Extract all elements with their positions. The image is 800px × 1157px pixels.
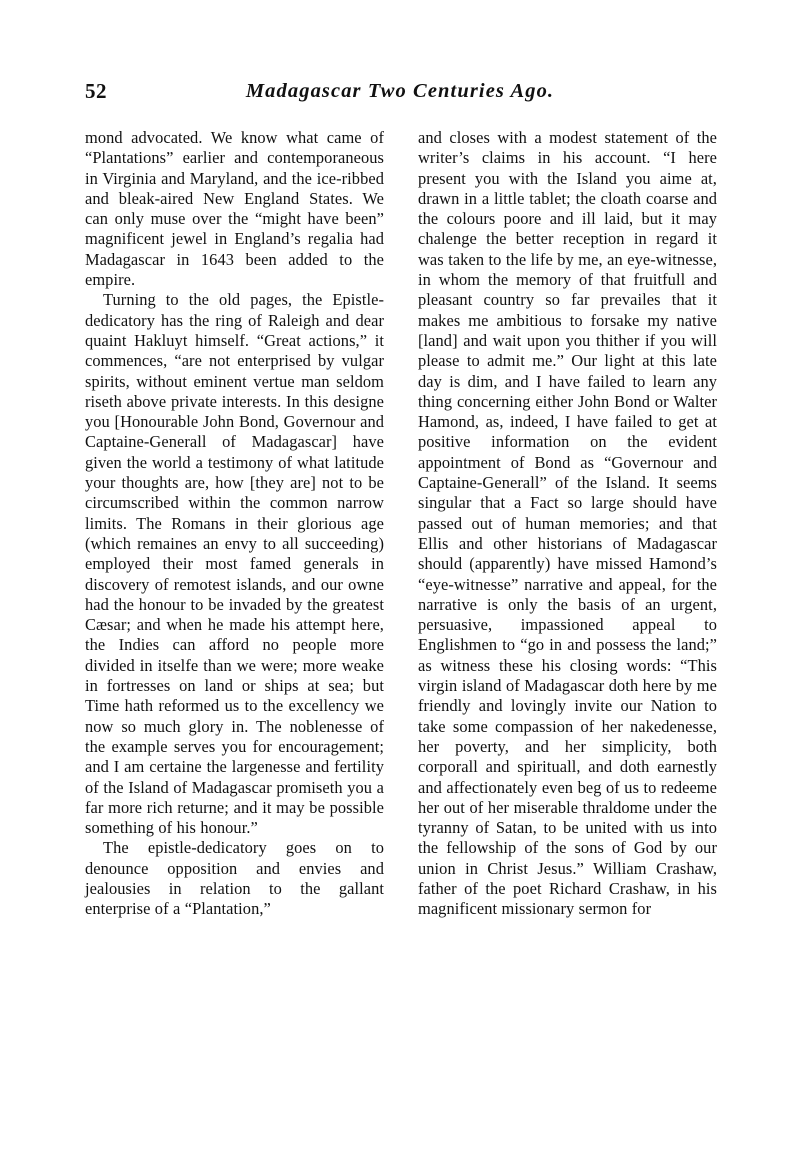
body-columns (85, 128, 717, 920)
running-title: Madagascar Two Centuries Ago. (245, 80, 555, 102)
page-number: 52 (85, 79, 107, 103)
paragraph: mond advocated. We know what came of “Plantations” earlier and contemporaneous in Virginia and Maryland, and the ice-ribbed and bleak-aired New England States. We can only muse over the “might have been” magnificent jewel in England’s regalia had Madagascar in 1643 been added to the empire. (85, 128, 384, 290)
column-right (418, 128, 717, 920)
running-header (85, 78, 715, 108)
paragraph: and closes with a modest statement of the writer’s claims in his account. “I here present you with the Island you aime at, drawn in a little tablet; the cloath coarse and the colours poore and ill laid, but it may chalenge the better reception in regard it was taken to the life by me, an eye-witnesse, in whom the memory of that fruitfull and pleasant country so far prevailes that it makes me ambitious to forsake my native [land] and wait upon you thither if you will please to admit me.” Our light at this late day is dim, and I have failed to learn any thing concerning either John Bond or Walter Hamond, as, indeed, I have failed to get at positive information on the evident appointment of Bond as “Governour and Captaine-Generall” of the Island. It seems singular that a Fact so large should have passed out of human memories; and that Ellis and other historians of Madagascar should (apparently) have missed Hamond’s “eye-witnesse” narrative and appeal, for the narrative is only the basis of an urgent, persuasive, impassioned appeal to Englishmen to “go in and possess the land;” as witness these his closing words: “This virgin island of Madagascar doth here by me friendly and lovingly invite our Nation to take some compassion of her nakedenesse, her poverty, and her simplicity, both corporall and spirituall, and doth earnestly and affectionately even beg of us to redeeme her out of her miserable thraldome under the tyranny of Satan, to be united with us into the fellowship of the sons of God by our union in Christ Jesus.” William Crashaw, father of the poet Richard Crashaw, in his magnificent missionary sermon for (418, 128, 717, 919)
column-left (85, 128, 384, 920)
paragraph: The epistle-dedicatory goes on to denounce opposition and envies and jealousies in relation to the gallant enterprise of a “Plantation,” (85, 838, 384, 919)
paragraph: Turning to the old pages, the Epistle-dedicatory has the ring of Raleigh and dear quaint Hakluyt himself. “Great actions,” it commences, “are not enterprised by vulgar spirits, without eminent vertue man seldom riseth above private interests. In this designe you [Honourable John Bond, Governour and Captaine-Generall of Madagascar] have given the world a testimony of what latitude your thoughts are, how [they are] not to be circumscribed within the common narrow limits. The Romans in their glorious age (which remaines an envy to all succeeding) employed their most famed generals in discovery of remotest islands, and our owne had the honour to be invaded by the greatest Cæsar; and when he made his attempt here, the Indies can afford no people more divided in itselfe than we were; more weake in fortresses on land or ships at sea; but Time hath reformed us to the excellency we now so much glory in. The noblenesse of the example serves you for encouragement; and I am certaine the largenesse and fertility of the Island of Madagascar promiseth you a far more rich returne; and it may be possible something of his honour.” (85, 290, 384, 838)
